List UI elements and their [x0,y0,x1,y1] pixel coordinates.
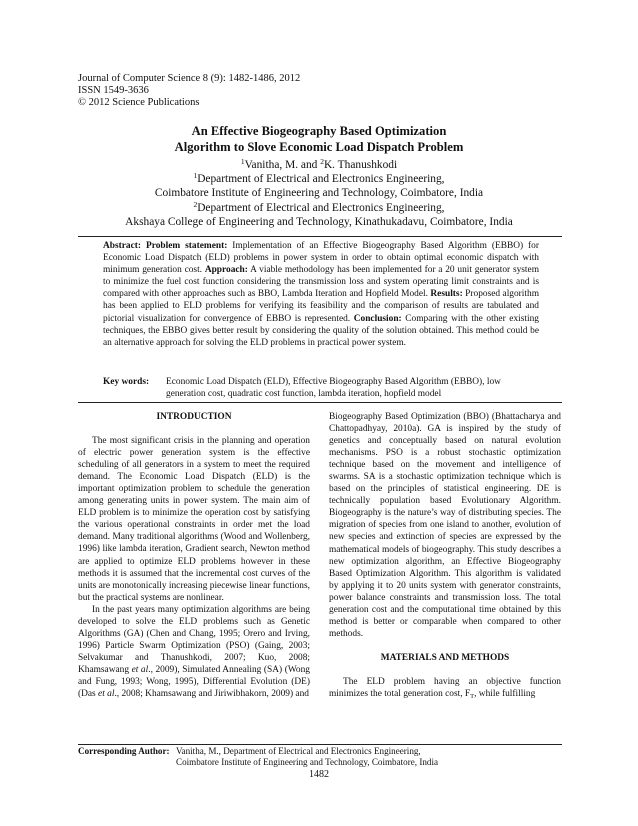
results-label: Results: [430,289,463,300]
intro-paragraph-2-part-c: ., 2008; Khamsawang and Jiriwibhakorn, 2009) and [114,689,309,700]
affiliation-2-dept-text: Department of Electrical and Electronics Engineering, [197,201,445,214]
corresponding-author-label: Corresponding Author: [78,746,170,756]
materials-methods-heading: MATERIALS AND METHODS [380,652,510,663]
keywords-text: Economic Load Dispatch (ELD), Effective Biogeography Based Algorithm (EBBO), low generation cost, quadratic cost function, lambda iteration, hopfield model [166,377,501,400]
intro-paragraph-3: Biogeography Based Optimization (BBO) (Bhattacharya and Chattopadhyay, 2010a). GA is inspired by the study of genetics and conceptually based on natural evolution mechanisms. PSO is a robust stochastic optimization technique based on the movement and intelligence of swarms. SA is a stochastic optimization technique which is based on the principles of statistical engineering. DE is technically population based Evolutionary Algorithm. Biogeography is the nature’s way of distributing species. The migration of species from one island to another, evolution of new species and extinction of species are expressed by the mathematical models of biogeography. This study describes a new optimization algorithm, an Effective Biogeography Based Optimization Algorithm. This algorithm is validated by applying it to 20 units system with generator constraints, power balance constraints and transmission loss. The total generation cost and the computational time obtained by this method is better or comparable when compared to other methods. [329,412,561,639]
journal-header [78,73,300,109]
title-line-2: Algorithm to Slove Economic Load Dispatch Problem [174,140,464,154]
author-b-name: K. Thanushkodi [323,159,398,171]
methods-paragraph-1-part-b: , while fulfilling [474,688,536,699]
ft-subscript: T [470,692,475,700]
approach-label: Approach: [204,265,248,276]
intro-paragraph-2-part-a: In the past years many optimization algorithms are being developed to solve the ELD problems such as Genetic Algorithms (GA) (Chen and Chang, 1995; Orero and Irving, 1996) Particle Swarm Optimization (PSO) (Gaing, 2003; Selvakumar and Thanushkodi, 2007; Kuo, 2008; Khamsawang [78,604,310,675]
approach-text: A viable methodology has been implemented for a 20 unit generator system to minimize the fuel cost function considering the transmission loss and system operating limit constraints and is compared with other approaches such as BBO, Lambda Iteration and Hopfield Model. [103,265,539,300]
et-al-1: et al [131,664,149,675]
conclusion-text: Comparing with the other existing techniques, the EBBO gives better result by considering the quality of the solution obtained. This method could be an alternative approach for solving the ELD problems in practical power system. [103,313,539,348]
results-text: Proposed algorithm has been applied to ELD problems for verifying its feasibility and the comparison of results are tabulated and pictorial visualization for convergence of EBBO is represented. [103,289,539,324]
abstract-label: Abstract: [103,241,142,251]
affiliation-1-dept-text: Department of Electrical and Electronics Engineering, [197,173,445,186]
intro-paragraph-2 [78,604,310,700]
methods-paragraph-1 [329,676,561,700]
page-number: 1482 [309,769,329,780]
methods-paragraph-1-part-a: The ELD problem having an objective function minimizes the total generation cost, F [329,676,561,699]
author-a-sup: 1 [240,157,245,166]
abstract-top-rule [78,236,562,237]
right-column [329,411,561,700]
introduction-heading: INTRODUCTION [156,412,232,422]
affiliation-1-inst: Coimbatore Institute of Engineering and Technology, Coimbatore, India [154,187,484,200]
journal-copyright: © 2012 Science Publications [78,97,200,108]
keywords-label: Key words: [103,377,150,387]
keywords-bottom-rule [78,402,562,403]
intro-paragraph-2-part-b: ., 2009), Simulated Annealing (SA) (Wong and Fung, 1993; Wong, 1995), Differential Evolution (DE) (Das [78,664,310,700]
title-line-1: An Effective Biogeography Based Optimization [191,124,447,138]
author-a-name: Vanitha, M. and [244,159,321,171]
author-b-sup: 2 [320,157,324,166]
affiliation-2-sup: 2 [193,199,198,209]
footer-rule [78,744,562,745]
conclusion-label: Conclusion: [353,313,402,324]
author-block [0,158,638,229]
left-column [78,411,310,700]
author-names [0,158,638,172]
abstract [103,240,539,349]
problem-statement-text: Implementation of an Effective Biogeography Based Algorithm (EBBO) for Economic Load Dispatch (ELD) problems in power system in order to obtain optimal economic dispatch with minimum generation cost. [103,241,539,276]
affiliation-2-inst: Akshaya College of Engineering and Technology, Kinathukadavu, Coimbatore, India [125,215,513,228]
affiliation-1-dept [0,172,638,186]
journal-citation: Journal of Computer Science 8 (9): 1482-1486, 2012 [78,73,301,84]
intro-paragraph-1: The most significant crisis in the planning and operation of electric power generation system is the effective scheduling of all generators in a system to meet the required demand. The Economic Load Dispatch (ELD) is the important optimization problem to schedule the generation among generating units in power system. The main aim of ELD problem is to minimize the operation cost by satisfying the various operational constraints in order met the load demand. Many traditional algorithms (Wood and Wollenberg, 1996) like lambda iteration, Gradient search, Newton method are applied to optimize ELD problems however in these methods it is assumed that the incremental cost curves of the units are monotonically increasing piecewise linear functions, but the practical systems are nonlinear. [78,436,310,603]
journal-issn: ISSN 1549-3636 [78,85,149,96]
keywords [103,376,539,400]
corresponding-author-line-2: Coimbatore Institute of Engineering and Technology, Coimbatore, India [176,757,439,768]
corresponding-author-line-1: Vanitha, M., Department of Electrical and Electronics Engineering, [176,746,421,756]
paper-title [0,123,638,155]
affiliation-2-dept [0,201,638,215]
et-al-2: et al [98,689,115,700]
problem-statement-label: Problem statement: [145,241,228,251]
affiliation-1-sup: 1 [193,171,198,181]
corresponding-author-details [176,746,438,769]
